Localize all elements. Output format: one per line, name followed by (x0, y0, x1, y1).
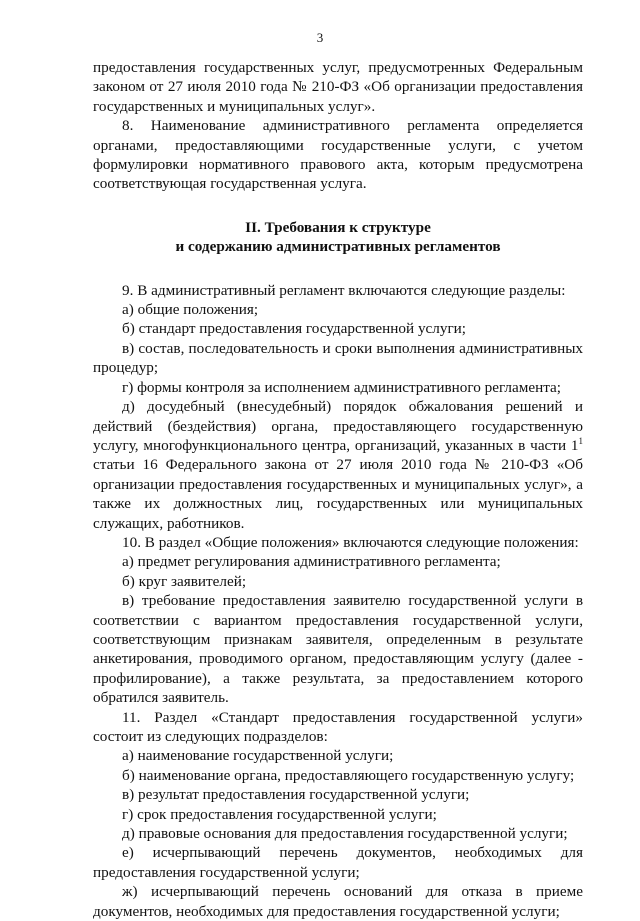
page-number: 3 (316, 30, 324, 45)
item-11-e: е) исчерпывающий перечень документов, необходимых для предоставления государственной услуги; (93, 844, 583, 881)
item-11-b: б) наименование органа, предоставляющего государственную услугу; (122, 766, 575, 784)
item-9-d-part-2: статьи 16 Федерального закона от 27 июля 2010 года № 210-ФЗ «Об организации предоставления государственных и муниципальных услуг», а также их должностных лиц, государственных или муниципальных служащих, работников. (93, 456, 583, 532)
item-11-zh: ж) исчерпывающий перечень оснований для отказа в приеме документов, необходимых для предоставления государственной услуги; (93, 883, 583, 920)
item-9-b: б) стандарт предоставления государственной услуги; (122, 320, 467, 338)
intro-paragraph: предоставления государственных услуг, предусмотренных Федеральным законом от 27 июля 2010 года № 210-ФЗ «Об организации предоставления государственных и муниципальных услуг». (93, 59, 583, 115)
item-9-d-superscript: 1 (578, 435, 583, 446)
document-body (93, 58, 583, 921)
item-9-d-part-1: д) досудебный (внесудебный) порядок обжалования решений и действий (бездействия) органа, предоставляющего государственную услугу, многофункционального центра, организаций, указанных в части 1 (93, 398, 583, 454)
section-heading-line-2: и содержанию административных регламентов (175, 238, 501, 256)
item-11-v: в) результат предоставления государственной услуги; (122, 786, 470, 804)
item-11-g: г) срок предоставления государственной услуги; (122, 805, 437, 823)
item-11-d: д) правовые основания для предоставления государственной услуги; (122, 825, 568, 843)
section-heading-line-1: II. Требования к структуре (245, 218, 431, 236)
item-9-d (93, 397, 583, 533)
item-9-a: а) общие положения; (122, 301, 259, 319)
item-10-b: б) круг заявителей; (122, 572, 247, 590)
item-9-v: в) состав, последовательность и сроки выполнения административных процедур; (93, 339, 583, 377)
item-9-lead: 9. В административный регламент включаются следующие разделы: (122, 281, 566, 299)
item-8-paragraph: 8. Наименование административного регламента определяется органами, предоставляющими государственные услуги, с учетом формулировки нормативного правового акта, которым предусмотрена соответствующая государственная услуга. (93, 117, 583, 193)
item-9-g: г) формы контроля за исполнением административного регламента; (122, 378, 562, 396)
item-10-a: а) предмет регулирования административного регламента; (122, 553, 501, 571)
section-heading (93, 218, 583, 257)
item-10-lead: 10. В раздел «Общие положения» включаются следующие положения: (122, 533, 579, 551)
item-10-v: в) требование предоставления заявителю государственной услуги в соответствии с вариантом предоставления государственной услуги, соответствующим признакам заявителя, определенным в результате анкетирования, проводимого органом, предоставляющим услугу (далее - профилирование), а также результата, за предоставлением которого обратился заявитель. (93, 592, 583, 707)
item-11-a: а) наименование государственной услуги; (122, 747, 394, 765)
item-11-lead: 11. Раздел «Стандарт предоставления государственной услуги» состоит из следующих подразделов: (93, 708, 583, 745)
